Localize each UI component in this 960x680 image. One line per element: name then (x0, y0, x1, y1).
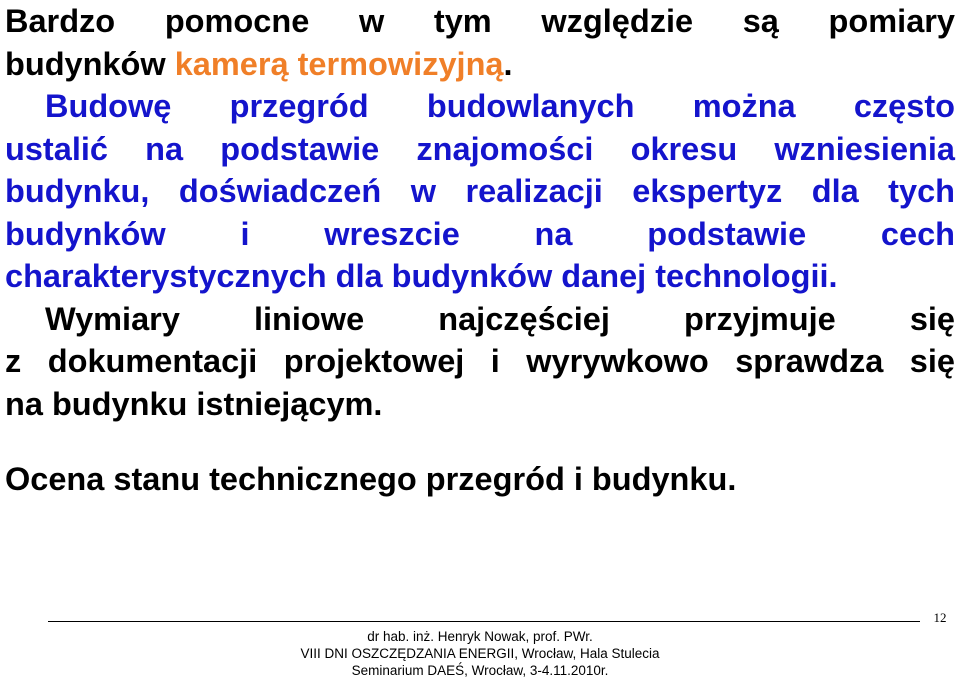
paragraph-3-line-2: z dokumentacji projektowej i wyrywkowo sprawdza się (5, 343, 955, 379)
paragraph-1-line-1: Bardzo pomocne w tym względzie są pomiary (5, 3, 955, 39)
slide-body (5, 0, 955, 425)
paragraph-1-prefix: budynków (5, 45, 175, 82)
paragraph-2-line-2: ustalić na podstawie znajomości okresu wzniesienia (5, 130, 955, 167)
paragraph-1-line-2 (5, 43, 955, 86)
paragraph-2-line-1: Budowę przegród budowlanych można często (45, 88, 955, 124)
page-number: 12 (933, 610, 947, 625)
paragraph-2-line-4: budynków i wreszcie na podstawie cech (5, 215, 955, 252)
paragraph-3-line-1: Wymiary liniowe najczęściej przyjmuje się (45, 300, 955, 337)
footer-divider (48, 621, 920, 622)
paragraph-3-line-3: na budynku istniejącym. (5, 385, 383, 422)
paragraph-1-suffix: . (503, 45, 513, 82)
footer-author: dr hab. inż. Henryk Nowak, prof. PWr. (367, 629, 593, 644)
paragraph-2-line-3: budynku, doświadczeń w realizacji ekspertyz dla tych (5, 173, 955, 209)
footer (200, 628, 760, 679)
footer-event: VIII DNI OSZCZĘDZANIA ENERGII, Wrocław, Hala Stulecia (300, 646, 660, 661)
thermal-camera-highlight: kamerą termowizyjną (174, 45, 504, 82)
section-heading: Ocena stanu technicznego przegród i budynku. (5, 461, 737, 497)
footer-seminar: Seminarium DAEŚ, Wrocław, 3-4.11.2010r. (351, 663, 609, 678)
paragraph-2-line-5: charakterystycznych dla budynków danej technologii. (5, 258, 838, 294)
